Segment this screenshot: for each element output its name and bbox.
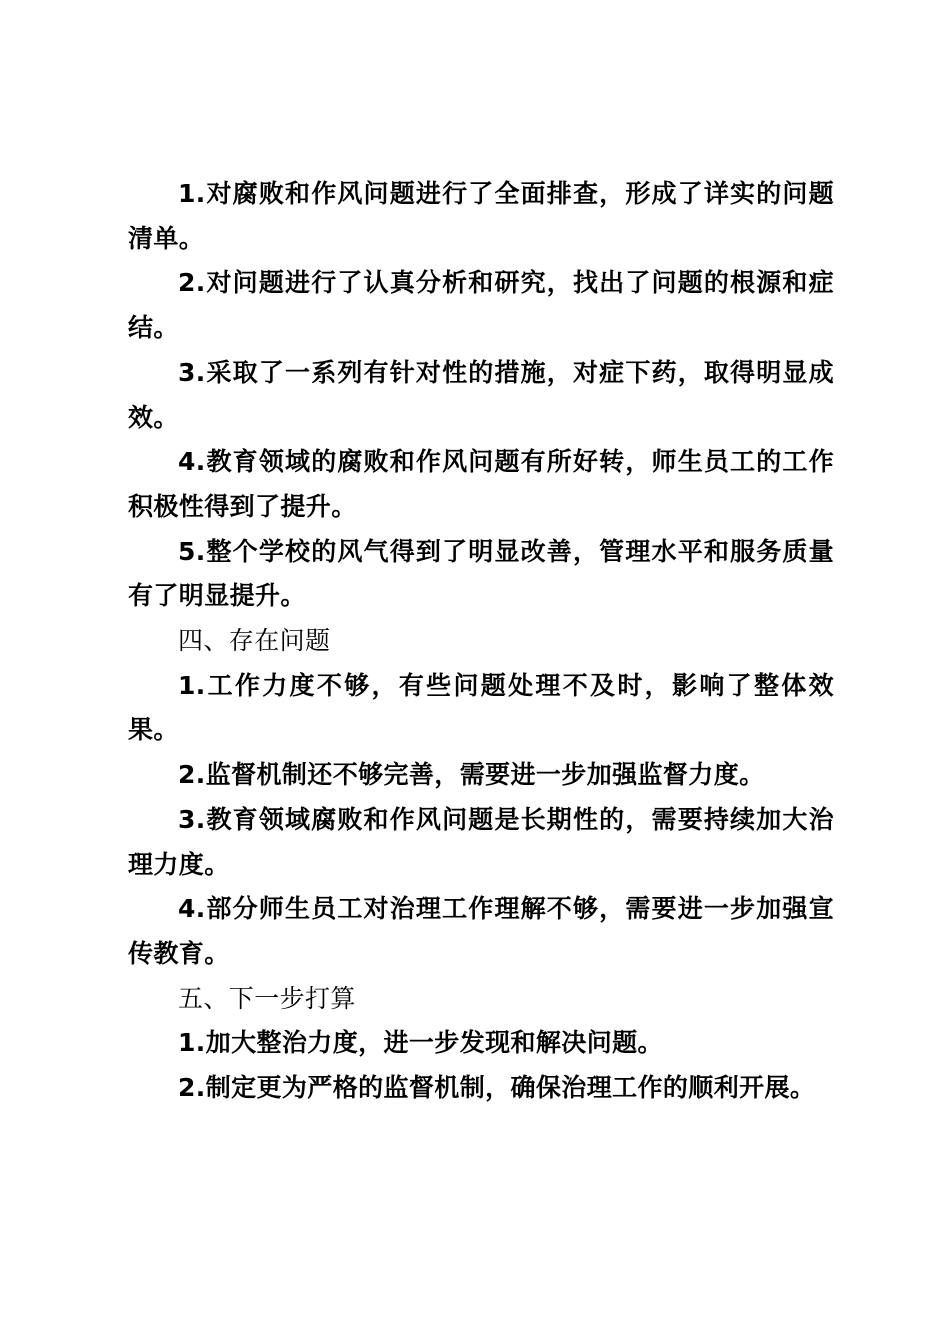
section-heading-next-steps: 五、下一步打算 [178,983,356,1013]
achievement-item-5: 5.整个学校的风气得到了明显改善，管理水平和服务质量有了明显提升。 [128,536,834,611]
achievement-item-2: 2.对问题进行了认真分析和研究，找出了问题的根源和症结。 [128,268,834,343]
achievement-item-1: 1.对腐败和作风问题进行了全面排查，形成了详实的问题清单。 [128,179,834,253]
problem-item-3: 3.教育领域腐败和作风问题是长期性的，需要持续加大治理力度。 [128,804,834,879]
next-step-item-2: 2.制定更为严格的监督机制，确保治理工作的顺利开展。 [178,1073,816,1103]
document-page [128,172,834,1111]
section-heading-problems: 四、存在问题 [178,626,331,656]
problem-item-1: 1.工作力度不够，有些问题处理不及时，影响了整体效果。 [128,670,834,745]
problem-item-2: 2.监督机制还不够完善，需要进一步加强监督力度。 [178,760,765,790]
problem-item-4: 4.部分师生员工对治理工作理解不够，需要进一步加强宣传教育。 [128,894,834,968]
achievement-item-3: 3.采取了一系列有针对性的措施，对症下药，取得明显成效。 [128,357,834,432]
achievement-item-4: 4.教育领域的腐败和作风问题有所好转，师生员工的工作积极性得到了提升。 [128,447,834,521]
next-step-item-1: 1.加大整治力度，进一步发现和解决问题。 [178,1028,663,1058]
